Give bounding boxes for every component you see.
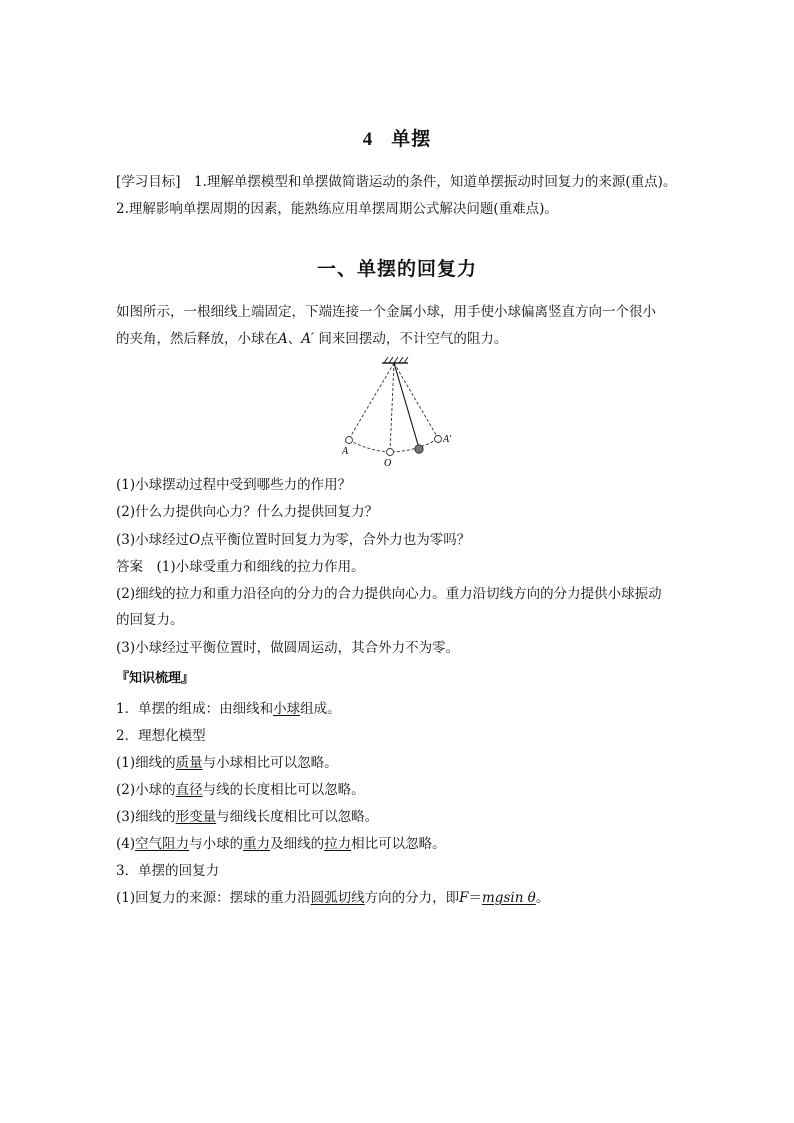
question-3-b: 点平衡位置时回复力为零，合外力也为零吗？: [200, 532, 471, 548]
m4-u3: 拉力: [324, 836, 352, 852]
page-title: [0, 124, 794, 151]
m4-c: 及细线的: [270, 836, 325, 852]
knowledge-item-1: [116, 699, 696, 719]
restoring-force-1: [116, 888, 696, 908]
ball-center: [387, 449, 394, 456]
answer-2-line-1: (2)细线的拉力和重力沿径向的分力的合力提供向心力。重力沿切线方向的分力提供小球振动: [116, 586, 662, 602]
label-o: O: [384, 458, 392, 469]
string-left: [349, 363, 394, 439]
question-2: (2)什么力提供向心力？什么力提供回复力？: [116, 504, 379, 520]
k1-b: 组成。: [300, 701, 341, 717]
ball-solid: [415, 445, 423, 453]
model-2: [116, 780, 696, 800]
r1-b: 方向的分力，即: [364, 890, 460, 906]
m4-a: (4): [116, 836, 136, 852]
intro-line-1: 如图所示，一根细线上端固定，下端连接一个金属小球，用手使小球偏离竖直方向一个很小: [116, 304, 656, 320]
section-heading: 一、单摆的回复力: [316, 258, 477, 280]
answer-1: 答案 (1)小球受重力和细线的拉力作用。: [116, 559, 365, 575]
ceiling-hatch: [382, 357, 408, 363]
label-a: A: [342, 446, 349, 457]
m4-u1: 空气阻力: [135, 836, 190, 852]
question-1: (1)小球摆动过程中受到哪些力的作用？: [116, 477, 352, 493]
label-aprime: A′: [443, 434, 452, 445]
intro-sep: 、: [287, 331, 302, 347]
m2-a: (2)小球的: [116, 782, 176, 798]
objectives-line-2: 2.理解影响单摆周期的因素，能熟练应用单摆周期公式解决问题(重难点)。: [116, 201, 558, 217]
intro-line-2: [116, 329, 696, 349]
ball-left: [346, 437, 353, 444]
k1-a: 1．单摆的组成：由细线和: [116, 701, 274, 717]
m1-a: (1)细线的: [116, 755, 176, 771]
question-3-a: (3)小球经过: [116, 532, 190, 548]
r1-formula: mgsin θ: [482, 890, 536, 906]
title-text: 单摆: [391, 128, 432, 150]
pendulum-figure: [330, 352, 470, 470]
question-3: [116, 530, 696, 550]
m3-b: 与细线长度相比可以忽略。: [216, 809, 379, 825]
r1-f: F: [459, 890, 469, 906]
m4-b: 与小球的: [189, 836, 244, 852]
string-solid: [394, 363, 419, 448]
k1-u: 小球: [273, 701, 301, 717]
m2-b: 与线的长度相比可以忽略。: [202, 782, 365, 798]
ball-right: [435, 436, 442, 443]
r1-u: 圆弧切线: [310, 890, 365, 906]
knowledge-heading: 『知识梳理』: [116, 671, 195, 686]
title-number: 4: [362, 129, 374, 150]
model-4: [116, 834, 696, 854]
m3-u: 形变量: [175, 809, 217, 825]
string-center: [390, 363, 394, 452]
m4-u2: 重力: [243, 836, 271, 852]
intro-point-aprime: A′: [301, 331, 315, 347]
model-3: [116, 807, 696, 827]
objectives-line-1: [学习目标] 1.理解单摆模型和单摆做简谐运动的条件，知道单摆振动时回复力的来源(重点)。: [116, 174, 677, 190]
intro-point-a: A: [278, 331, 288, 347]
string-right: [394, 363, 438, 438]
knowledge-item-2: 2．理想化模型: [116, 728, 206, 744]
answer-3: (3)小球经过平衡位置时，做圆周运动，其合外力不为零。: [116, 640, 460, 656]
intro-text-b: 间来回摆动，不计空气的阻力。: [318, 331, 508, 347]
m1-b: 与小球相比可以忽略。: [202, 755, 338, 771]
m3-a: (3)细线的: [116, 809, 176, 825]
swing-arc: [349, 439, 438, 452]
question-3-o: O: [189, 532, 201, 548]
r1-a: (1)回复力的来源：摆球的重力沿: [116, 890, 311, 906]
knowledge-item-3: 3．单摆的回复力: [116, 863, 220, 879]
answer-2-line-2: 的回复力。: [116, 612, 184, 628]
m1-u: 质量: [175, 755, 203, 771]
m4-d: 相比可以忽略。: [351, 836, 446, 852]
intro-text-a: 的夹角，然后释放，小球在: [116, 331, 278, 347]
r1-eq: ＝: [468, 890, 482, 906]
model-1: [116, 753, 696, 773]
r1-end: 。: [535, 890, 550, 906]
m2-u: 直径: [175, 782, 203, 798]
